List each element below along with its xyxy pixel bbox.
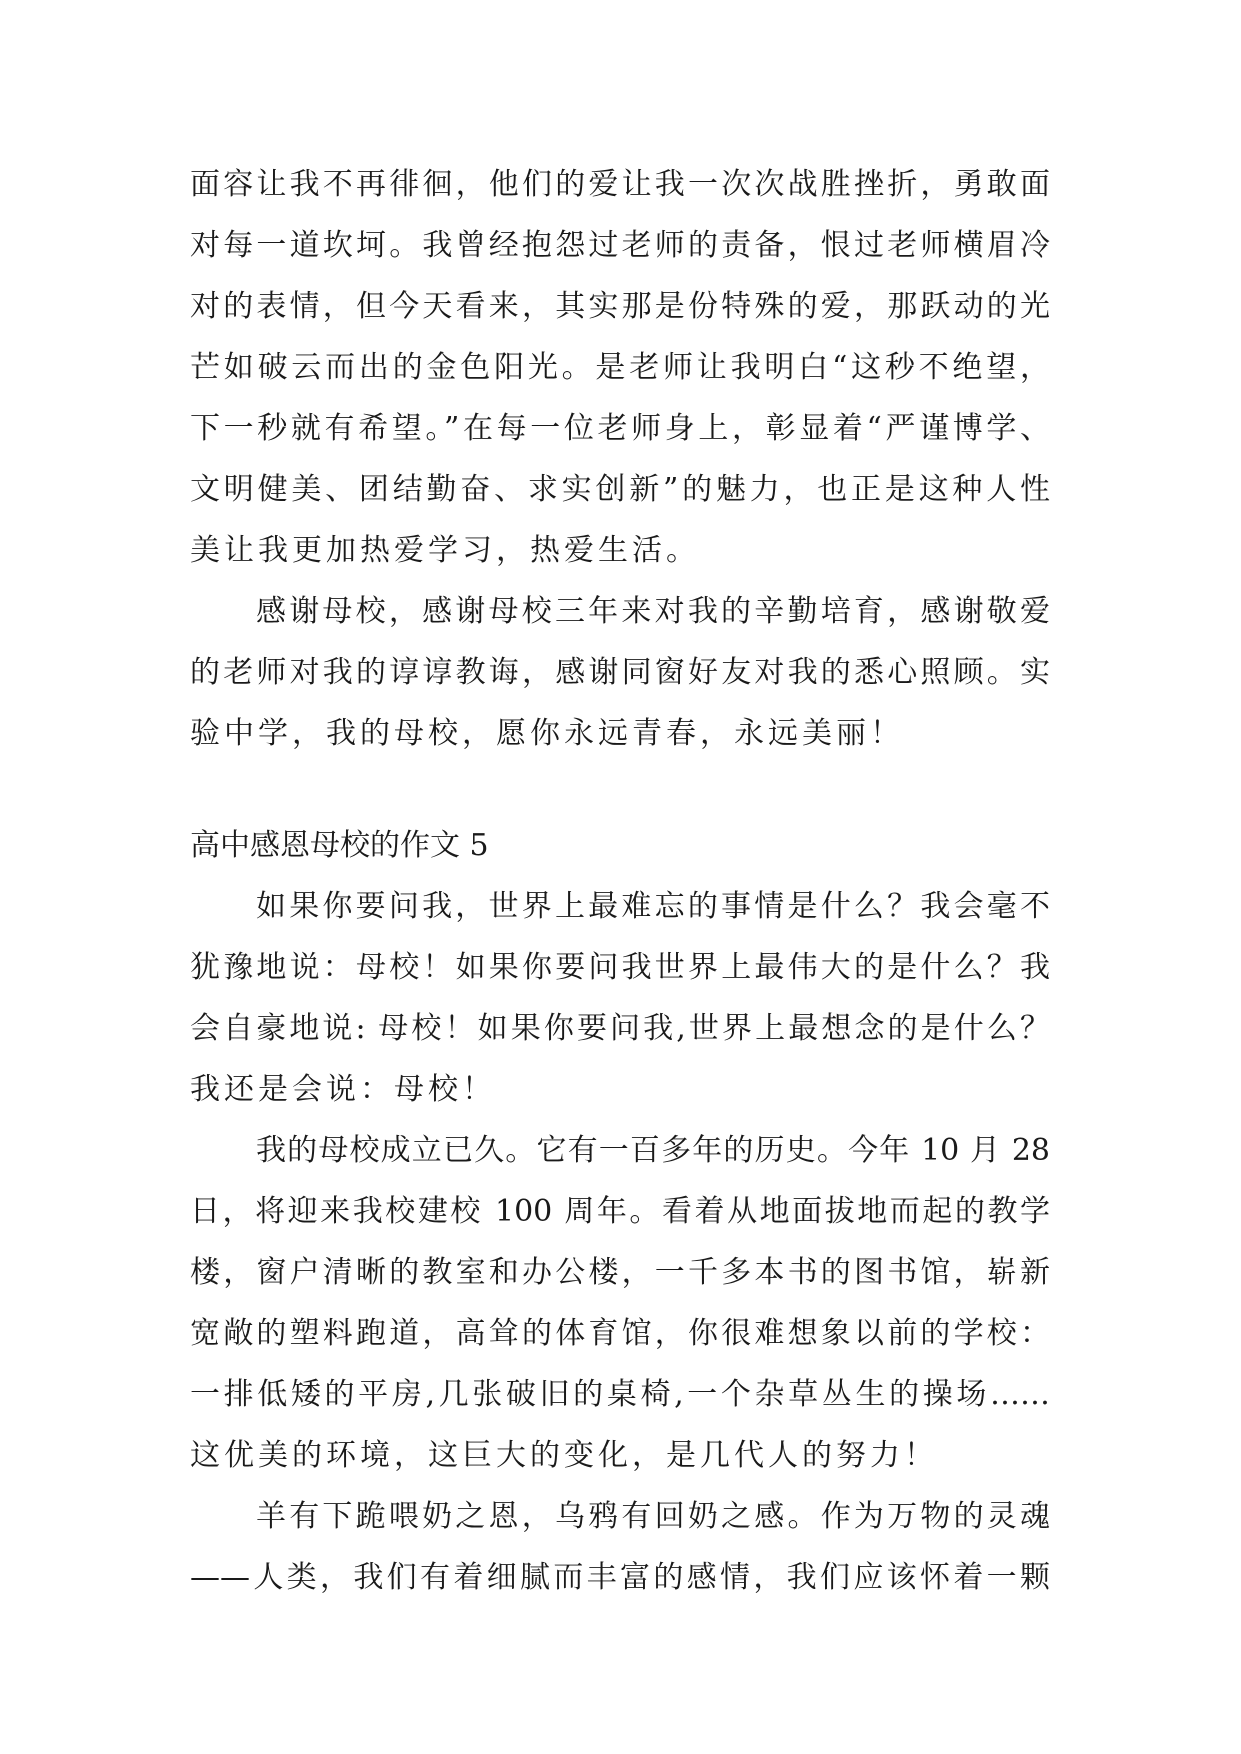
text-line: 我的母校成立已久。它有一百多年的历史。今年 10 月 28 [256, 1133, 1050, 1168]
text-line: 如果你要问我，世界上最难忘的事情是什么？我会毫不 [256, 889, 1050, 924]
text-line: 文明健美、团结勤奋、求实创新”的魅力，也正是这种人性 [190, 472, 1050, 507]
text-line: 芒如破云而出的金色阳光。是老师让我明白“这秒不绝望， [190, 350, 1050, 385]
text-line: 感谢母校，感谢母校三年来对我的辛勤培育，感谢敬爱 [256, 594, 1050, 629]
text-line: 这优美的环境，这巨大的变化，是几代人的努力！ [190, 1438, 938, 1473]
text-line: 会自豪地说: 母校！如果你要问我,世界上最想念的是什么？ [190, 1011, 1050, 1046]
text-line: 日，将迎来我校建校 100 周年。看着从地面拔地而起的教学 [190, 1194, 1050, 1229]
text-line: 对的表情，但今天看来，其实那是份特殊的爱，那跃动的光 [190, 289, 1050, 324]
section-title: 高中感恩母校的作文 5 [190, 828, 489, 863]
text-line: 美让我更加热爱学习，热爱生活。 [190, 533, 700, 568]
text-line: 下一秒就有希望。”在每一位老师身上，彰显着“严谨博学、 [190, 411, 1050, 446]
text-line: 的老师对我的谆谆教诲，感谢同窗好友对我的悉心照顾。实 [190, 655, 1050, 690]
text-line: 面容让我不再徘徊，他们的爱让我一次次战胜挫折，勇敢面 [190, 167, 1050, 202]
text-line: 一排低矮的平房,几张破旧的桌椅,一个杂草丛生的操场…… [190, 1377, 1050, 1412]
text-line: 我还是会说：母校！ [190, 1072, 496, 1107]
text-line: 验中学，我的母校，愿你永远青春，永远美丽！ [190, 716, 904, 751]
text-line: 宽敞的塑料跑道，高耸的体育馆，你很难想象以前的学校： [190, 1316, 1050, 1351]
text-line: 对每一道坎坷。我曾经抱怨过老师的责备，恨过老师横眉冷 [190, 228, 1050, 263]
text-line: 楼，窗户清晰的教室和办公楼，一千多本书的图书馆，崭新 [190, 1255, 1050, 1290]
text-line: 羊有下跪喂奶之恩，乌鸦有回奶之感。作为万物的灵魂 [256, 1499, 1050, 1534]
text-line: 犹豫地说：母校！如果你要问我世界上最伟大的是什么？我 [190, 950, 1050, 985]
text-line: ——人类，我们有着细腻而丰富的感情，我们应该怀着一颗 [190, 1560, 1050, 1595]
